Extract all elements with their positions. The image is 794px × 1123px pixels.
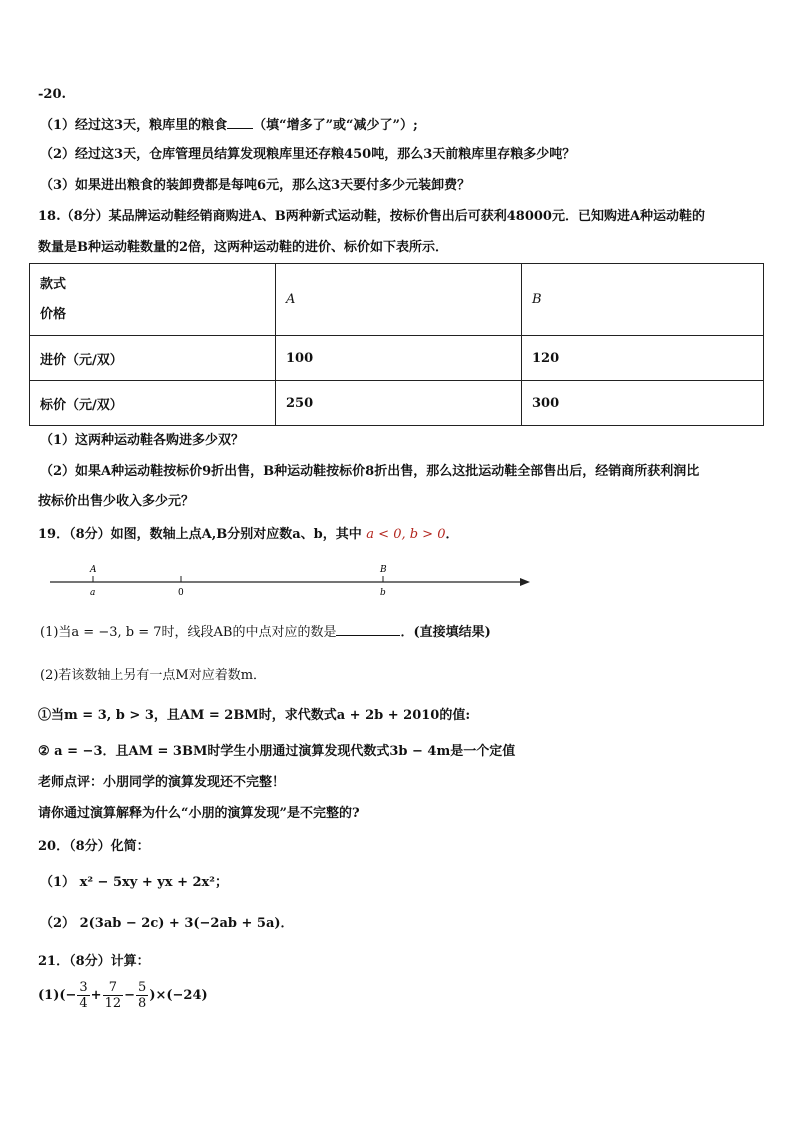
q19-part2: (2)若该数轴上另有一点M对应着数m． — [40, 668, 267, 683]
q17-part1-text: （1）经过这3天，粮库里的粮食 — [40, 118, 228, 133]
cell-list-b: 300 — [522, 381, 764, 426]
q19-stem-text: 19．（8分）如图，数轴上点A,B分别对应数a、b，其中 — [38, 527, 362, 542]
q21-prefix: (1)(− — [38, 988, 77, 1003]
plus-sign: + — [90, 988, 102, 1003]
q20-part2: （2） 2(3ab − 2c) + 3(−2ab + 5a)． — [40, 916, 294, 931]
arrow-head-icon — [520, 578, 530, 586]
fraction-numerator: 7 — [103, 980, 124, 996]
col-header-b: B — [522, 264, 764, 336]
q18-part2-line1: （2）如果A种运动鞋按标价9折出售，B种运动鞋按标价8折出售，那么这批运动鞋全部售出后，经销商所获利润比 — [40, 464, 700, 479]
q19-part1 — [40, 623, 491, 642]
cell-cost-a: 100 — [276, 336, 522, 381]
point-label-B: B — [380, 565, 387, 575]
q19-case2: ② a = −3．且AM = 3BM时学生小朋通过演算发现代数式3b − 4m是一个定值 — [38, 744, 516, 759]
table-corner-cell — [30, 264, 276, 336]
top-fragment: -20. — [38, 87, 67, 102]
fraction-denominator: 4 — [79, 996, 88, 1011]
table-row — [30, 336, 764, 381]
price-table — [29, 263, 764, 426]
q20-part1: （1） x² − 5xy + yx + 2x²； — [40, 875, 228, 890]
fraction-7-12 — [103, 980, 124, 1011]
q18-part2-line2: 按标价出售少收入多少元？ — [38, 494, 195, 509]
q19-stem: 19．（8分）如图，数轴上点A,B分别对应数a、b，其中 a < 0, b > 0． — [38, 527, 459, 542]
q18-stem-line2: 数量是B种运动鞋数量的2倍，这两种运动鞋的进价、标价如下表所示． — [38, 240, 449, 255]
table-row — [30, 381, 764, 426]
row-label-list-price: 标价（元/双） — [30, 381, 276, 426]
q20-stem: 20．（8分）化简： — [38, 839, 150, 854]
q21-stem: 21．（8分）计算： — [38, 954, 150, 969]
cell-cost-b: 120 — [522, 336, 764, 381]
point-label-A: A — [90, 565, 97, 575]
q19-condition: a < 0, b > 0 — [366, 527, 446, 542]
row-label-cost: 进价（元/双） — [30, 336, 276, 381]
fraction-numerator: 3 — [79, 980, 88, 995]
fraction-3-4 — [77, 980, 89, 1011]
q21-part1 — [38, 980, 208, 1011]
q18-stem-line1: 18.（8分）某品牌运动鞋经销商购进A、B两种新式运动鞋，按标价售出后可获利48000元．已知购进A种运动鞋的 — [38, 209, 706, 224]
q19-part1-text: (1)当a = −3, b = 7时，线段AB的中点对应的数是 — [40, 625, 337, 640]
value-label-b: b — [380, 588, 386, 598]
number-line-figure — [40, 562, 530, 602]
table-header-row — [30, 264, 764, 336]
value-label-zero: 0 — [178, 588, 184, 598]
fraction-denominator: 8 — [138, 996, 147, 1011]
minus-sign: − — [124, 988, 136, 1003]
col-header-a: A — [276, 264, 522, 336]
fraction-denominator: 12 — [104, 996, 122, 1011]
q17-part3: （3）如果进出粮食的装卸费都是每吨6元，那么这3天要付多少元装卸费？ — [40, 178, 471, 193]
header-style-label: 款式 — [40, 276, 67, 292]
header-price-label: 价格 — [40, 306, 67, 322]
answer-blank — [227, 116, 253, 129]
value-label-a: a — [90, 588, 96, 598]
q17-part1 — [40, 116, 418, 135]
answer-blank — [336, 623, 400, 636]
fraction-numerator: 5 — [138, 980, 147, 995]
q18-part1: （1）这两种运动鞋各购进多少双？ — [40, 433, 245, 448]
q17-part2: （2）经过这3天，仓库管理员结算发现粮库里还存粮450吨，那么3天前粮库里存粮多少吨？ — [40, 147, 576, 162]
cell-list-a: 250 — [276, 381, 522, 426]
q19-case1: ①当m = 3, b > 3，且AM = 2BM时，求代数式a + 2b + 2010的值: — [38, 708, 471, 723]
q19-part1-tail: ．(直接填结果) — [400, 625, 491, 640]
q21-suffix: )×(−24) — [149, 988, 208, 1003]
teacher-comment: 老师点评：小朋同学的演算发现还不完整！ — [38, 775, 286, 790]
q19-request: 请你通过演算解释为什么“小朋的演算发现”是不完整的? — [38, 806, 360, 821]
q17-part1-tail: （填“增多了”或“减少了”）; — [253, 118, 418, 133]
fraction-5-8 — [136, 980, 148, 1011]
